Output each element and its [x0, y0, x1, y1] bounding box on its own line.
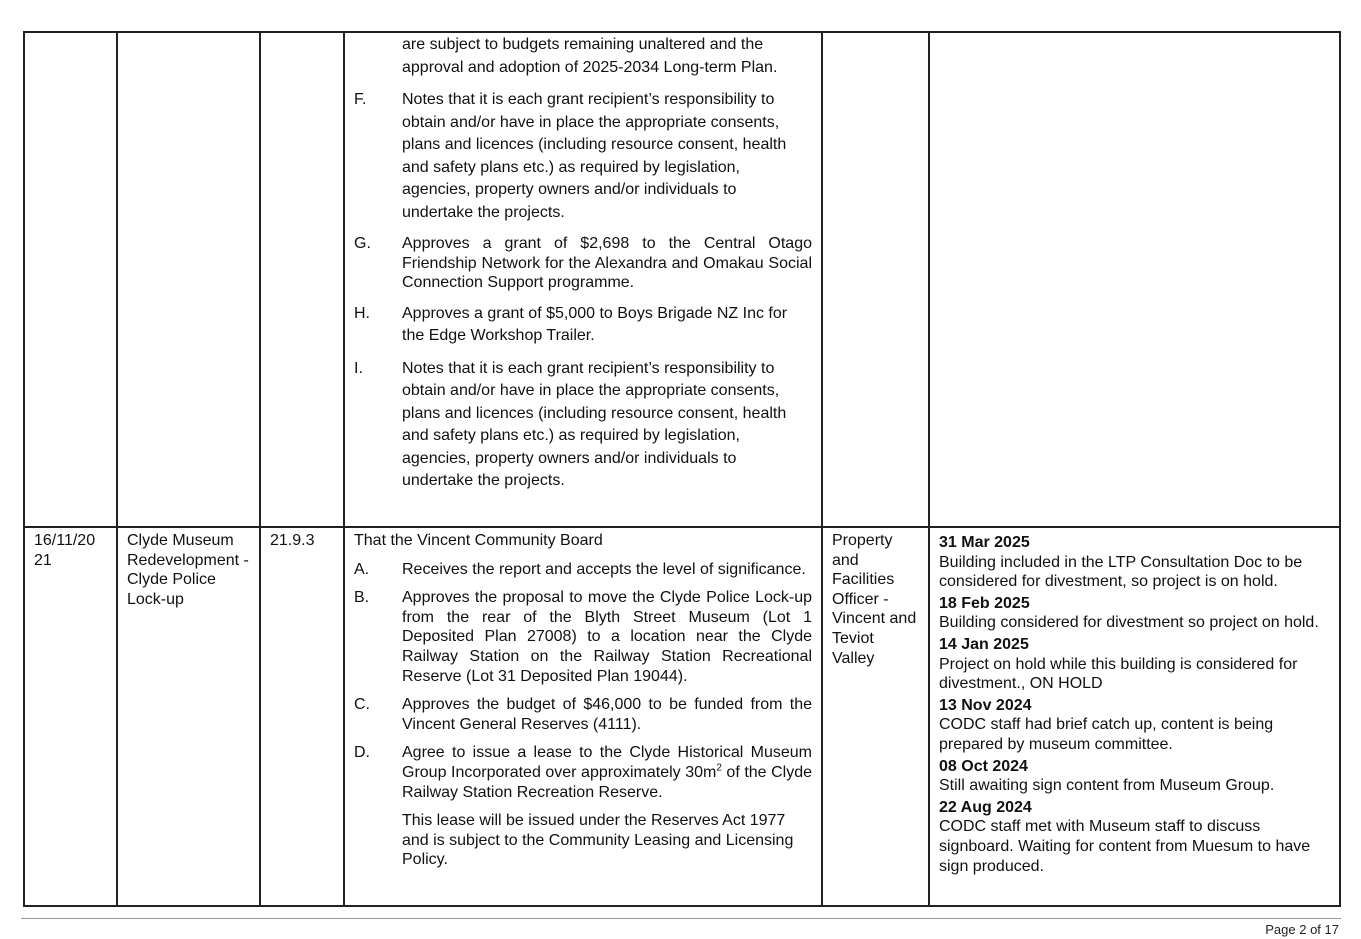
meeting-date-line: 16/11/20 [34, 532, 96, 549]
resolution-continuation [354, 34, 812, 79]
resolution-item [354, 358, 812, 493]
page-number: Page 2 of 17 [1265, 922, 1339, 937]
footer-divider [21, 918, 1341, 919]
lease-note: This lease will be issued under the Reserves Act 1977 and is subject to the Community Leasing and Licensing Policy. [402, 812, 794, 869]
continuation-line: approval and adoption of 2025-2034 Long-term Plan. [402, 58, 778, 76]
item-text: Notes that it is each grant recipient’s responsibility to obtain and/or have in place the appropriate consents, plans and licences (including resource consent, health and safety plans etc.) as required by legislation, agencies, property owners and/or individuals to undertake the projects. [402, 359, 787, 490]
item-letter: I. [354, 359, 363, 377]
table-row [24, 32, 1340, 527]
update-date: 13 Nov 2024 [939, 696, 1032, 714]
item-letter: C. [354, 696, 370, 714]
update-date: 22 Aug 2024 [939, 798, 1032, 816]
resolution-item [354, 234, 812, 293]
update-entry [939, 533, 1330, 592]
resolution-item [354, 743, 812, 802]
item-text: Notes that it is each grant recipient’s responsibility to obtain and/or have in place the appropriate consents, plans and licences (including resource consent, health and safety plans etc.) as required by legislation, agencies, property owners and/or individuals to undertake the projects. [402, 91, 787, 221]
item-text: Approves the proposal to move the Clyde Police Lock-up from the rear of the Blyth Street Museum (Lot 1 Deposited Plan 27008) to a location near the Clyde Railway Station on the Railway Station Recreational Reserve (Lot 31 Deposited Plan 19044). [402, 589, 812, 685]
update-text: Building considered for divestment so project on hold. [939, 614, 1319, 632]
item-text-part: Agree to issue a lease to the Clyde Historical Museum Group Incorporated over approximately 30m [402, 744, 812, 781]
update-entry [939, 635, 1330, 694]
resolution-item [354, 560, 812, 580]
item-text: Approves a grant of $5,000 to Boys Brigade NZ Inc for the Edge Workshop Trailer. [402, 304, 788, 345]
continuation-line: are subject to budgets remaining unaltered and the [402, 36, 764, 53]
actions-table [23, 31, 1341, 907]
update-entry [939, 696, 1330, 755]
update-date: 08 Oct 2024 [939, 757, 1028, 775]
item-letter: F. [354, 91, 367, 108]
resolution-item [354, 588, 812, 686]
resolution-item [354, 695, 812, 734]
item-title: Clyde Museum Redevelopment - Clyde Police Lock-up [127, 532, 249, 608]
update-date: 18 Feb 2025 [939, 594, 1030, 612]
superscript: 2 [716, 762, 722, 774]
meeting-date-line: 21 [34, 551, 52, 569]
resolution-cell [344, 32, 822, 527]
resolution-cell [344, 527, 822, 906]
date-cell [24, 527, 117, 906]
update-text: Project on hold while this building is considered for divestment., ON HOLD [939, 655, 1298, 693]
update-text: Still awaiting sign content from Museum Group. [939, 777, 1275, 795]
update-entry [939, 798, 1330, 876]
table-row [24, 527, 1340, 906]
updates-cell [929, 527, 1340, 906]
update-date: 31 Mar 2025 [939, 534, 1030, 551]
update-text: CODC staff had brief catch up, content is being prepared by museum committee. [939, 716, 1274, 753]
resolution-intro: That the Vincent Community Board [354, 532, 603, 549]
resolution-item [354, 89, 812, 224]
ref-cell [260, 32, 344, 527]
officer-cell [822, 527, 929, 906]
item-text-part: of the Clyde Railway Station Recreation Reserve. [402, 763, 813, 801]
officer-cell [822, 32, 929, 527]
item-text: Approves a grant of $2,698 to the Central Otago Friendship Network for the Alexandra and Omakau Social Connection Support programme. [402, 235, 812, 292]
resolution-item [354, 303, 812, 348]
update-date: 14 Jan 2025 [939, 635, 1029, 653]
item-ref: 21.9.3 [270, 532, 315, 549]
item-letter: G. [354, 235, 371, 252]
lease-note-block [354, 811, 812, 870]
update-entry [939, 757, 1330, 796]
date-cell [24, 32, 117, 527]
item-text: Receives the report and accepts the level of significance. [402, 560, 806, 578]
update-text: CODC staff met with Museum staff to discuss signboard. Waiting for content from Muesum to have sign produced. [939, 818, 1311, 875]
item-letter: A. [354, 560, 370, 578]
update-text: Building included in the LTP Consultation Doc to be considered for divestment, so project is on hold. [939, 553, 1303, 591]
item-text: Approves the budget of $46,000 to be funded from the Vincent General Reserves (4111). [402, 696, 812, 733]
responsible-officer: Property and Facilities Officer - Vincent and Teviot Valley [832, 532, 917, 667]
item-letter: B. [354, 589, 370, 607]
update-entry [939, 594, 1330, 633]
item-letter: H. [354, 304, 370, 322]
title-cell [117, 527, 260, 906]
item-letter: D. [354, 744, 370, 762]
item-text [402, 743, 812, 802]
updates-cell [929, 32, 1340, 527]
title-cell [117, 32, 260, 527]
ref-cell [260, 527, 344, 906]
